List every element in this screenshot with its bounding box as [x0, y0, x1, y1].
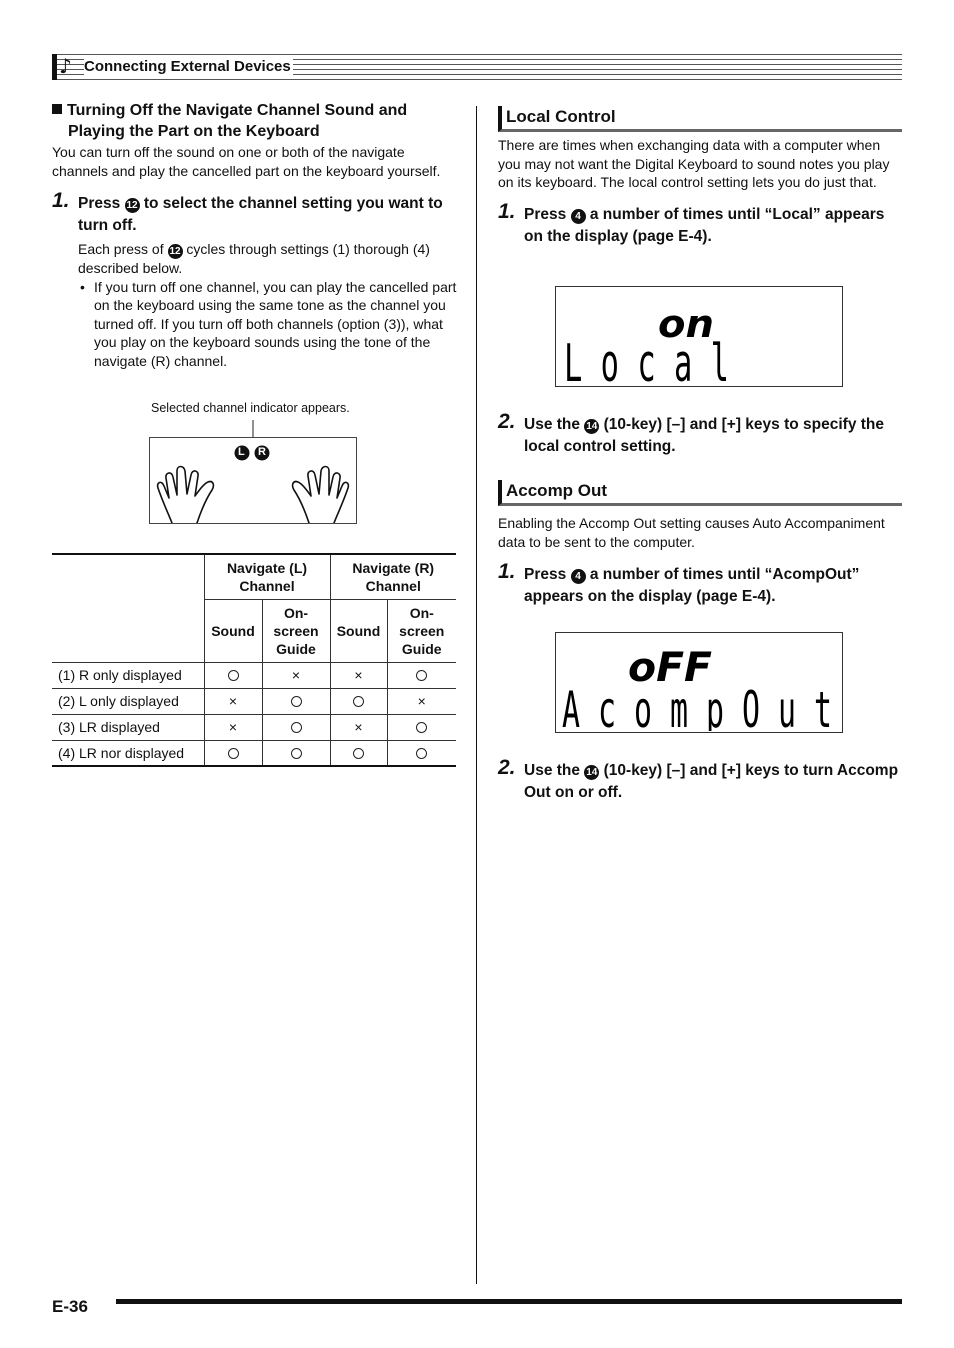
lcd-bottom-text: L o c a l — [564, 334, 729, 385]
music-note-icon: ♪ — [59, 54, 72, 78]
off-cross-icon: × — [330, 662, 387, 688]
step-1-bullet: • If you turn off one channel, you can play the cancelled part on the keyboard using the same tone as the channel you turned off. If you turn off both channels (option (3)), what you play on the keyboard sounds using the tone of the navigate (R) channel. — [80, 278, 457, 369]
figure-caption: Selected channel indicator appears. — [151, 401, 350, 415]
indicator-l-label: L — [238, 446, 245, 458]
step-number: 1. — [52, 189, 70, 212]
group-header-l: Navigate (L) Channel — [204, 554, 330, 599]
section-heading: Turning Off the Navigate Channel Sound and Playing the Part on the Keyboard — [52, 100, 457, 142]
lcd-bottom-text: A c o m p O u t — [562, 681, 832, 731]
table-corner — [52, 554, 204, 662]
key-4-icon: 4 — [571, 209, 586, 224]
running-header — [52, 54, 902, 80]
page-number: E-36 — [52, 1297, 88, 1316]
sub-header: Sound — [204, 599, 262, 662]
local-step-1: 1. Press 4 a number of times until “Local” appears on the display (page E-4). — [498, 199, 885, 245]
step-number: 2. — [498, 410, 516, 433]
indicator-r-label: R — [258, 446, 266, 458]
accomp-out-heading: Accomp Out — [498, 480, 902, 506]
section-intro: You can turn off the sound on one or both of the navigate channels and play the cancelled part on the keyboard yourself. — [52, 144, 441, 179]
sub-header: On-screen Guide — [387, 599, 456, 662]
footer-rule — [116, 1299, 902, 1304]
table-row — [52, 662, 456, 688]
hands-icon — [150, 438, 356, 523]
local-control-heading: Local Control — [498, 106, 902, 132]
on-circle-icon — [387, 740, 456, 766]
lcd-display-accomp — [555, 632, 843, 733]
lcd-accomp-svg — [556, 633, 841, 731]
on-circle-icon — [387, 714, 456, 740]
on-circle-icon — [330, 688, 387, 714]
accomp-out-intro: Enabling the Accomp Out setting causes Auto Accompaniment data to be sent to the computer. — [498, 515, 885, 550]
hands-display — [149, 437, 357, 524]
key-12-icon: 12 — [126, 200, 138, 211]
right-column — [498, 106, 902, 248]
step-1: 1. Press 12 to select the channel setting you want to turn off. — [52, 189, 443, 234]
square-bullet-icon — [52, 104, 62, 114]
on-circle-icon — [204, 662, 262, 688]
header-bar — [52, 54, 57, 80]
off-cross-icon: × — [387, 688, 456, 714]
step-1-body: Each press of 12 cycles through settings (1) thorough (4) described below. — [78, 241, 430, 276]
left-column — [52, 100, 457, 370]
off-cross-icon: × — [262, 662, 330, 688]
accomp-step-1: 1. Press 4 a number of times until “AcompOut” appears on the display (page E-4). — [498, 560, 860, 605]
key-4-icon: 4 — [571, 569, 586, 584]
column-divider — [476, 106, 477, 1284]
lcd-display-local — [555, 286, 843, 387]
on-circle-icon — [262, 740, 330, 766]
lcd-top-text: oFF — [628, 645, 712, 691]
on-circle-icon — [387, 662, 456, 688]
step-number: 2. — [498, 756, 516, 779]
channel-settings-table — [52, 553, 456, 767]
row-label: (2) L only displayed — [52, 688, 204, 714]
table-row — [52, 714, 456, 740]
lcd-top-text: on — [658, 302, 714, 346]
row-label: (4) LR nor displayed — [52, 740, 204, 766]
local-control-intro: There are times when exchanging data with a computer when you may not want the Digital Keyboard to sound notes you play on its keyboard. The local control setting lets you do just that. — [498, 137, 890, 190]
off-cross-icon: × — [204, 714, 262, 740]
local-step-2: 2. Use the 14 (10-key) [–] and [+] keys to specify the local control setting. — [498, 410, 885, 455]
sub-header: On-screen Guide — [262, 599, 330, 662]
group-header-r: Navigate (R) Channel — [330, 554, 456, 599]
off-cross-icon: × — [330, 714, 387, 740]
key-14-icon: 14 — [586, 767, 598, 778]
key-12-icon: 12 — [169, 246, 181, 257]
step-number: 1. — [498, 560, 516, 583]
on-circle-icon — [262, 714, 330, 740]
row-label: (1) R only displayed — [52, 662, 204, 688]
on-circle-icon — [330, 740, 387, 766]
on-circle-icon — [204, 740, 262, 766]
lcd-local-svg — [556, 287, 841, 385]
sub-header: Sound — [330, 599, 387, 662]
on-circle-icon — [262, 688, 330, 714]
table-row — [52, 688, 456, 714]
header-title: Connecting External Devices — [84, 58, 291, 75]
accomp-step-2: 2. Use the 14 (10-key) [–] and [+] keys to turn Accomp Out on or off. — [498, 756, 899, 801]
table-row — [52, 740, 456, 766]
key-14-icon: 14 — [586, 421, 598, 432]
step-number: 1. — [498, 199, 516, 223]
accomp-out-section — [498, 480, 902, 608]
off-cross-icon: × — [204, 688, 262, 714]
row-label: (3) LR displayed — [52, 714, 204, 740]
